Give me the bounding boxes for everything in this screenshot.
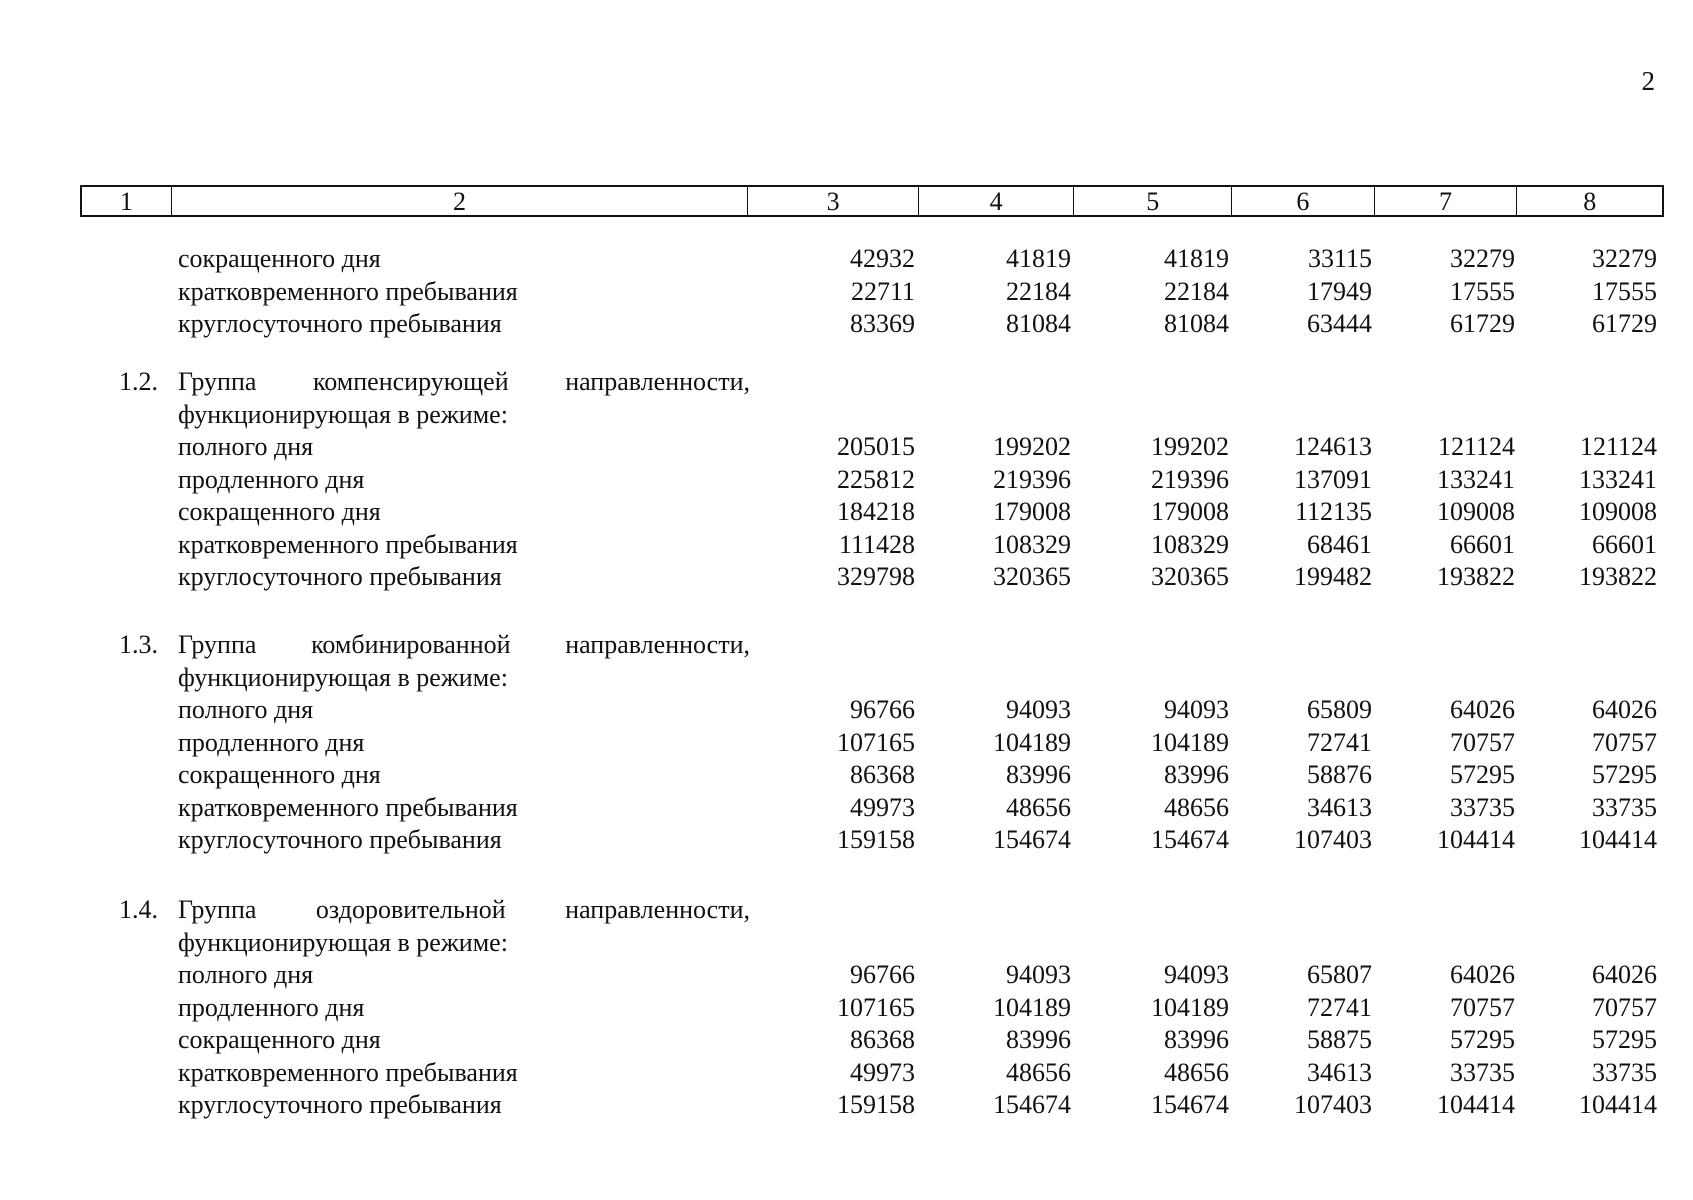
- value-col-5: 154674: [1151, 1090, 1229, 1119]
- value-col-7: 193822: [1437, 562, 1515, 591]
- row-label: круглосуточного пребывания: [178, 1090, 502, 1119]
- value-col-5: 22184: [1164, 276, 1229, 306]
- value-col-3: 22711: [850, 276, 915, 306]
- value-col-7: 70757: [1450, 992, 1515, 1022]
- value-col-7: 121124: [1437, 432, 1515, 461]
- table-row: [0, 562, 1693, 594]
- table-row: [0, 432, 1693, 464]
- value-col-3: 184218: [837, 497, 915, 526]
- table-row: [0, 1058, 1693, 1090]
- value-col-6: 17949: [1307, 276, 1372, 306]
- row-label: кратковременного пребывания: [178, 1057, 518, 1087]
- row-label: круглосуточного пребывания: [178, 562, 502, 591]
- value-col-8: 33735: [1592, 1057, 1657, 1087]
- value-col-4: 83996: [1006, 1025, 1071, 1054]
- value-col-4: 48656: [1006, 1057, 1071, 1087]
- value-col-8: 66601: [1592, 529, 1657, 559]
- value-col-8: 70757: [1592, 727, 1657, 757]
- table-row: [0, 530, 1693, 562]
- value-col-4: 48656: [1006, 792, 1071, 822]
- value-col-5: 94093: [1164, 960, 1229, 989]
- row-label: кратковременного пребывания: [178, 529, 518, 559]
- value-col-4: 104189: [993, 992, 1071, 1022]
- value-col-3: 111428: [838, 529, 915, 559]
- value-col-4: 104189: [993, 727, 1071, 757]
- value-col-5: 83996: [1164, 760, 1229, 789]
- group-title-row: [0, 895, 1693, 927]
- value-col-5: 81084: [1164, 309, 1229, 338]
- value-col-8: 32279: [1592, 244, 1657, 273]
- group-number: 1.2.: [119, 367, 158, 396]
- value-col-7: 104414: [1437, 825, 1515, 854]
- value-col-6: 34613: [1307, 792, 1372, 822]
- header-col-3: 3: [748, 187, 919, 215]
- value-col-4: 154674: [993, 825, 1071, 854]
- value-col-6: 63444: [1307, 309, 1372, 338]
- table-row: [0, 309, 1693, 341]
- table-row: [0, 1090, 1693, 1122]
- value-col-8: 64026: [1592, 695, 1657, 724]
- group-title: Группа оздоровительной направленности,: [178, 895, 750, 924]
- value-col-4: 83996: [1006, 760, 1071, 789]
- row-label: сокращенного дня: [178, 497, 381, 526]
- value-col-8: 70757: [1592, 992, 1657, 1022]
- header-col-5: 5: [1074, 187, 1232, 215]
- group-number: 1.3.: [119, 630, 158, 659]
- value-col-5: 41819: [1164, 244, 1229, 273]
- value-col-7: 32279: [1450, 244, 1515, 273]
- value-col-6: 112135: [1294, 497, 1372, 526]
- value-col-8: 57295: [1592, 760, 1657, 789]
- row-label: сокращенного дня: [178, 244, 381, 273]
- value-col-8: 17555: [1592, 276, 1657, 306]
- table-row: [0, 793, 1693, 825]
- value-col-7: 17555: [1450, 276, 1515, 306]
- value-col-7: 70757: [1450, 727, 1515, 757]
- value-col-5: 179008: [1151, 497, 1229, 526]
- group-subtitle-row: [0, 400, 1693, 432]
- value-col-7: 133241: [1437, 464, 1515, 494]
- row-label: продленного дня: [178, 464, 365, 494]
- row-label: круглосуточного пребывания: [178, 825, 502, 854]
- value-col-7: 57295: [1450, 1025, 1515, 1054]
- table-row: [0, 825, 1693, 857]
- value-col-3: 96766: [850, 695, 915, 724]
- table-row: [0, 993, 1693, 1025]
- value-col-4: 41819: [1006, 244, 1071, 273]
- row-label: кратковременного пребывания: [178, 792, 518, 822]
- table-row: [0, 695, 1693, 727]
- value-col-3: 159158: [837, 1090, 915, 1119]
- value-col-6: 65809: [1307, 695, 1372, 724]
- value-col-3: 86368: [850, 760, 915, 789]
- value-col-7: 57295: [1450, 760, 1515, 789]
- value-col-8: 109008: [1579, 497, 1657, 526]
- value-col-7: 33735: [1450, 792, 1515, 822]
- value-col-3: 96766: [850, 960, 915, 989]
- header-col-8: 8: [1583, 187, 1597, 216]
- value-col-3: 225812: [837, 464, 915, 494]
- value-col-8: 133241: [1579, 464, 1657, 494]
- header-col-4: 4: [919, 187, 1075, 215]
- value-col-8: 61729: [1592, 309, 1657, 338]
- value-col-5: 320365: [1151, 562, 1229, 591]
- table-header: [80, 185, 1664, 217]
- value-col-7: 64026: [1450, 960, 1515, 989]
- value-col-6: 107403: [1294, 825, 1372, 854]
- value-col-8: 64026: [1592, 960, 1657, 989]
- row-label: круглосуточного пребывания: [178, 309, 502, 338]
- value-col-4: 219396: [993, 464, 1071, 494]
- group-subtitle-row: [0, 663, 1693, 695]
- value-col-5: 94093: [1164, 695, 1229, 724]
- value-col-7: 109008: [1437, 497, 1515, 526]
- value-col-5: 108329: [1151, 529, 1229, 559]
- value-col-3: 42932: [850, 244, 915, 273]
- value-col-8: 33735: [1592, 792, 1657, 822]
- table-row: [0, 728, 1693, 760]
- value-col-3: 329798: [837, 562, 915, 591]
- value-col-6: 107403: [1294, 1090, 1372, 1119]
- value-col-5: 154674: [1151, 825, 1229, 854]
- value-col-6: 34613: [1307, 1057, 1372, 1087]
- row-label: продленного дня: [178, 992, 365, 1022]
- value-col-6: 58875: [1307, 1025, 1372, 1054]
- value-col-5: 83996: [1164, 1025, 1229, 1054]
- value-col-6: 137091: [1294, 464, 1372, 494]
- table-row: [0, 1025, 1693, 1057]
- value-col-8: 193822: [1579, 562, 1657, 591]
- value-col-3: 83369: [850, 309, 915, 338]
- table-row: [0, 760, 1693, 792]
- value-col-6: 199482: [1294, 562, 1372, 591]
- value-col-6: 72741: [1307, 992, 1372, 1022]
- value-col-4: 94093: [1006, 960, 1071, 989]
- value-col-7: 64026: [1450, 695, 1515, 724]
- table-row: [0, 497, 1693, 529]
- value-col-6: 124613: [1294, 432, 1372, 461]
- value-col-7: 33735: [1450, 1057, 1515, 1087]
- row-label: полного дня: [178, 960, 314, 989]
- value-col-6: 65807: [1307, 960, 1372, 989]
- value-col-3: 49973: [850, 792, 915, 822]
- group-subtitle: функционирующая в режиме:: [178, 399, 508, 429]
- value-col-4: 199202: [993, 432, 1071, 461]
- row-label: полного дня: [178, 695, 314, 724]
- value-col-7: 104414: [1437, 1090, 1515, 1119]
- value-col-7: 61729: [1450, 309, 1515, 338]
- table-row: [0, 465, 1693, 497]
- value-col-3: 159158: [837, 825, 915, 854]
- value-col-4: 108329: [993, 529, 1071, 559]
- value-col-3: 107165: [837, 727, 915, 757]
- value-col-4: 22184: [1006, 276, 1071, 306]
- value-col-3: 86368: [850, 1025, 915, 1054]
- value-col-4: 320365: [993, 562, 1071, 591]
- table-row: [0, 960, 1693, 992]
- value-col-6: 58876: [1307, 760, 1372, 789]
- group-title: Группа компенсирующей направленности,: [178, 367, 750, 396]
- group-title-row: [0, 630, 1693, 662]
- value-col-8: 121124: [1579, 432, 1657, 461]
- group-number: 1.4.: [119, 895, 158, 924]
- value-col-3: 49973: [850, 1057, 915, 1087]
- group-subtitle-row: [0, 928, 1693, 960]
- group-subtitle: функционирующая в режиме:: [178, 662, 508, 692]
- group-subtitle: функционирующая в режиме:: [178, 927, 508, 957]
- page-number: 2: [1641, 66, 1655, 96]
- row-label: кратковременного пребывания: [178, 276, 518, 306]
- value-col-5: 48656: [1164, 1057, 1229, 1087]
- value-col-5: 104189: [1151, 727, 1229, 757]
- value-col-7: 66601: [1450, 529, 1515, 559]
- value-col-5: 219396: [1151, 464, 1229, 494]
- group-title: Группа комбинированной направленности,: [178, 630, 750, 659]
- value-col-6: 33115: [1307, 244, 1372, 273]
- value-col-5: 199202: [1151, 432, 1229, 461]
- row-label: полного дня: [178, 432, 314, 461]
- value-col-6: 68461: [1307, 529, 1372, 559]
- value-col-5: 48656: [1164, 792, 1229, 822]
- value-col-3: 107165: [837, 992, 915, 1022]
- row-label: сокращенного дня: [178, 760, 381, 789]
- group-title-row: [0, 367, 1693, 399]
- value-col-6: 72741: [1307, 727, 1372, 757]
- header-col-6: 6: [1232, 187, 1375, 215]
- value-col-5: 104189: [1151, 992, 1229, 1022]
- value-col-4: 94093: [1006, 695, 1071, 724]
- value-col-8: 104414: [1579, 825, 1657, 854]
- table-row: [0, 277, 1693, 309]
- value-col-3: 205015: [837, 432, 915, 461]
- header-col-1: 1: [82, 187, 172, 215]
- value-col-4: 179008: [993, 497, 1071, 526]
- row-label: сокращенного дня: [178, 1025, 381, 1054]
- header-col-7: 7: [1375, 187, 1518, 215]
- row-label: продленного дня: [178, 727, 365, 757]
- table-row: [0, 244, 1693, 276]
- value-col-4: 154674: [993, 1090, 1071, 1119]
- value-col-4: 81084: [1006, 309, 1071, 338]
- value-col-8: 104414: [1579, 1090, 1657, 1119]
- value-col-8: 57295: [1592, 1025, 1657, 1054]
- header-col-2: 2: [172, 187, 749, 215]
